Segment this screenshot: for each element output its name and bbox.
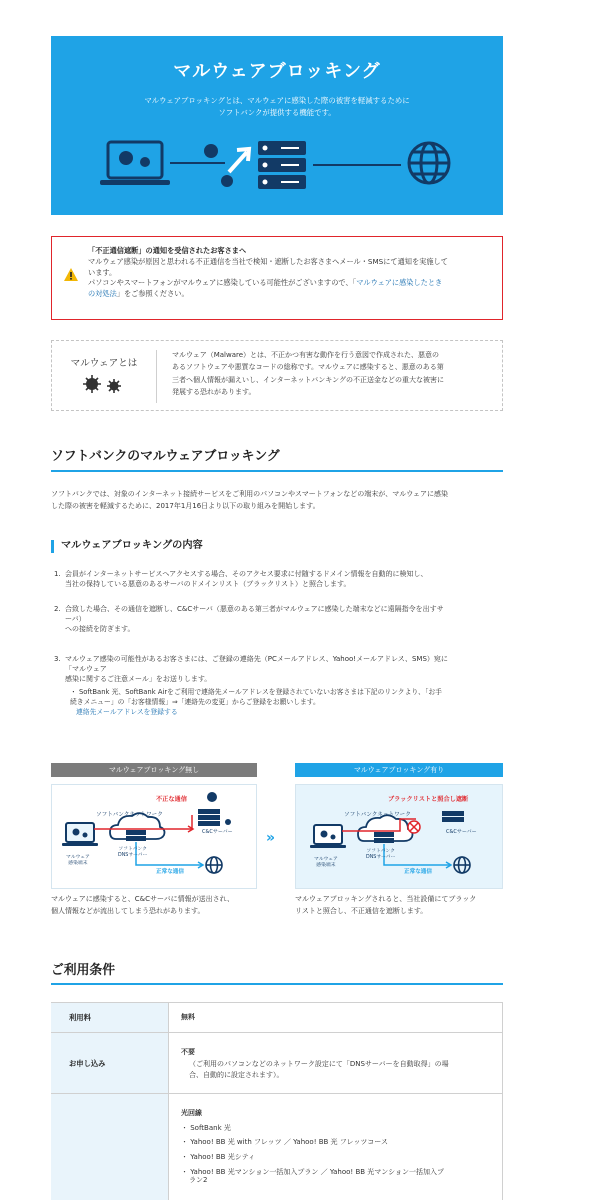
list-item-body [65, 604, 505, 634]
list-number: 3. [54, 655, 61, 663]
malware-response-link[interactable]: マルウェアに感染したとき [356, 278, 443, 288]
cc-server-label: C&Cサーバー [446, 829, 477, 835]
section-heading: ソフトバンクのマルウェアブロッキング [51, 449, 280, 464]
device-label-line: マルウェア [314, 857, 338, 862]
warning-line [88, 278, 492, 289]
table-header-cell: お申し込み [51, 1033, 169, 1093]
list-number: 2. [54, 605, 61, 613]
malware-description-line: マルウェア（Malware）とは、不正かつ有害な動作を行う意図で作成された、悪意の [172, 351, 440, 359]
malware-description [172, 349, 496, 399]
caption-line: 個人情報などが流出してしまう恐れがあります。 [51, 907, 205, 916]
section-underline [51, 983, 503, 985]
arrow-up-icon [229, 149, 249, 172]
with-blocking-caption [295, 893, 503, 917]
compare-arrow-icon: » [266, 830, 276, 846]
warning-line: マルウェア感染が原因と思われる不正通信を当社で検知・遮断したお客さまへメール・SMSにて通知を実施して [88, 256, 448, 266]
table-header-cell [51, 1094, 169, 1200]
cc-server-label: C&Cサーバー [202, 829, 233, 835]
warning-line: います。 [88, 267, 117, 277]
virus-icon [78, 374, 130, 394]
list-number: 1. [54, 570, 61, 578]
hero-banner [51, 36, 503, 215]
normal-traffic-label: 正常な通信 [404, 869, 432, 875]
warning-text: パソコンやスマートフォンがマルウェアに感染している可能性がございますので、「 [88, 278, 357, 288]
device-label-line: 感染端末 [68, 861, 88, 867]
malware-label-area [52, 341, 156, 412]
table-cell-line: 合、自動的に設定されます）。 [189, 1071, 284, 1080]
server-icon [258, 141, 306, 189]
virus-icon [207, 792, 217, 802]
malware-label: マルウェアとは [70, 358, 138, 369]
globe-icon [409, 143, 449, 183]
globe-icon [206, 857, 222, 873]
warning-line [88, 289, 492, 300]
list-item: ・ Yahoo! BB 光マンション一括加入プラン ／ Yahoo! BB 光マンション一括加入プ [181, 1167, 444, 1176]
divider [156, 350, 157, 403]
hero-illustration [51, 136, 503, 215]
hero-subtitle-line: ソフトバンクが提供する機能です。 [218, 108, 336, 118]
device-label [314, 857, 338, 869]
network-label: ソフトバンクネットワーク [344, 812, 411, 818]
network-label: ソフトバンクネットワーク [96, 812, 163, 818]
device-label [66, 855, 90, 867]
table-header-cell: 利用料 [51, 1003, 169, 1032]
virus-icon [204, 144, 233, 187]
dns-label-line: ソフトバンク [366, 849, 395, 854]
table-row [51, 1094, 503, 1200]
register-email-link[interactable]: 連絡先メールアドレスを登録する [76, 707, 178, 716]
section-underline [51, 470, 503, 472]
table-row [51, 1033, 503, 1094]
list-line: マルウェア感染の可能性があるお客さまには、ご登録の連絡先（PCメールアドレス、Yahoo!メールアドレス、SMS）宛に [65, 655, 448, 663]
with-blocking-bar: マルウェアブロッキング有り [295, 763, 503, 777]
warning-icon [64, 268, 78, 281]
list-line: への接続を防ぎます。 [65, 625, 135, 634]
list-item: ・ Yahoo! BB 光 with フレッツ ／ Yahoo! BB 光 フレッツコース [181, 1138, 388, 1147]
hero-title: マルウェアブロッキング [173, 61, 381, 82]
caption-line: マルウェアブロッキングされると、当社設備にてブラック [295, 895, 477, 903]
paragraph-line: した際の被害を軽減するために、2017年1月16日より以下の取り組みを開始します。 [51, 502, 320, 511]
laptop-icon [62, 823, 98, 846]
laptop-icon [310, 825, 346, 848]
paragraph-line: ソフトバンクでは、対象のインターネット接続サービスをご利用のパソコンやスマートフォンなどの端末が、マルウェアに感染 [51, 490, 448, 498]
table-cell-title: 光回線 [181, 1109, 202, 1117]
malware-definition-box [51, 340, 503, 411]
blocked-label: ブラックリストと照合し遮断 [388, 796, 469, 803]
illegal-traffic-label: 不正な通信 [156, 796, 187, 803]
warning-title: 「不正通信遮断」の通知を受信されたお客さまへ [88, 246, 247, 255]
diagram-with-blocking [295, 784, 503, 889]
table-cell-line: （ご利用のパソコンなどのネットワーク設定にて「DNSサーバーを自動取得」の場 [189, 1059, 449, 1068]
malware-response-link-cont[interactable]: の対処法 [88, 289, 117, 299]
without-blocking-bar: マルウェアブロッキング無し [51, 763, 257, 777]
cc-server-icon [198, 809, 231, 826]
warning-text: 」をご参照ください。 [116, 289, 189, 299]
cc-server-icon [442, 811, 464, 822]
block-icon [408, 821, 420, 833]
dns-label-line: DNSサーバー [366, 855, 396, 861]
dns-label [118, 847, 147, 859]
without-blocking-caption [51, 893, 257, 917]
list-line: 「マルウェア [65, 665, 107, 674]
terms-heading: ご利用条件 [51, 963, 115, 978]
caption-line: マルウェアに感染すると、C&Cサーバに情報が送出され、 [51, 895, 235, 903]
normal-traffic-label: 正常な通信 [156, 869, 184, 875]
section-paragraph [51, 488, 503, 512]
malware-description-line: 発展する恐れがあります。 [172, 388, 256, 397]
diagram-without-blocking [51, 784, 257, 889]
list-line: ーバ） [65, 615, 86, 624]
list-item-body [65, 569, 505, 589]
caption-line: リストと照合し、不正通信を遮断します。 [295, 907, 428, 916]
note-line: 続きメニュー」の「お客様情報」⇒「連絡先の変更」からご登録をお願いします。 [70, 697, 320, 706]
laptop-icon [100, 142, 170, 185]
dns-label [366, 849, 395, 861]
list-item: ・ SoftBank 光 [181, 1123, 231, 1132]
malware-description-line: 三者へ個人情報が漏えいし、インターネットバンキングの不正送金などの重大な被害に [172, 375, 445, 384]
table-cell [181, 1047, 449, 1082]
globe-icon [454, 857, 470, 873]
warning-notice [51, 236, 503, 320]
table-row [51, 1003, 503, 1033]
terms-table [51, 1002, 503, 1200]
note-line: ・ SoftBank 光、SoftBank Airをご利用で連絡先メールアドレスを登録されていないお客さまは下記のリンクより、「お手 [70, 688, 442, 696]
dns-label-line: ソフトバンク [118, 847, 147, 852]
list-item: ・ Yahoo! BB 光シティ [181, 1153, 256, 1162]
subsection-heading: マルウェアブロッキングの内容 [51, 540, 503, 553]
list-item: ラン2 [189, 1176, 208, 1185]
table-cell-title: 不要 [181, 1048, 195, 1056]
hero-subtitle-line: マルウェアブロッキングとは、マルウェアに感染した際の被害を軽減するために [144, 96, 410, 105]
device-label-line: 感染端末 [316, 863, 336, 869]
table-cell [181, 1106, 444, 1188]
list-line: 感染に関するご注意メール」をお送りします。 [65, 675, 212, 684]
dns-label-line: DNSサーバー [118, 853, 148, 859]
hero-subtitle [51, 95, 503, 119]
list-line: 合致した場合、その通信を遮断し、C&Cサーバ（悪意のある第三者がマルウェアに感染した端末などに遠隔指令を出すサ [65, 605, 444, 613]
list-item-body [65, 654, 505, 684]
list-line: 当社の保持している悪意のあるサーバのドメインリスト（ブラックリスト）と照合します。 [65, 580, 351, 589]
device-label-line: マルウェア [66, 855, 90, 860]
malware-description-line: あるソフトウェアや悪質なコードの総称です。マルウェアに感染すると、悪意のある第 [172, 363, 444, 372]
list-line: 会員がインターネットサービスへアクセスする場合、そのアクセス要求に付随するドメイン情報を自動的に検知し、 [65, 570, 428, 578]
table-cell: 無料 [181, 1013, 195, 1021]
network-diagram [52, 785, 256, 888]
registration-note [70, 688, 502, 718]
